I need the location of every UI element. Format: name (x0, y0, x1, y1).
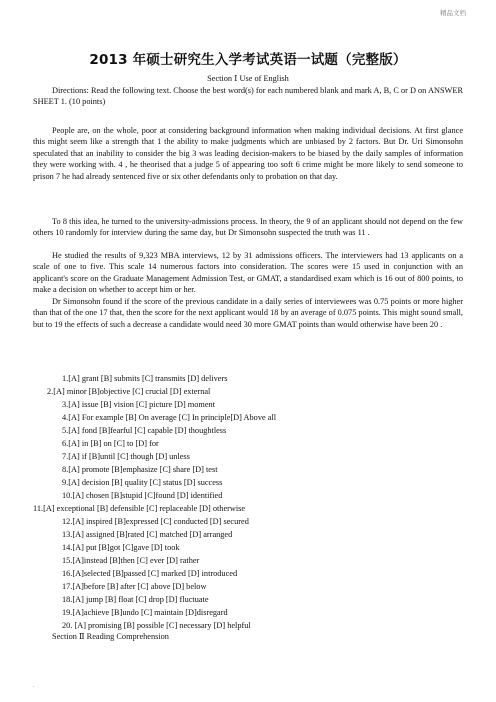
passage-paragraph-4: Dr Simonsohn found if the score of the previous candidate in a daily series of interviewees was 0.75 points or more higher than that of the one 17 that, then the score for the next applicant would 18 by an average of 0.075 points. This might sound small, but to 19 the effects of such a decrease a candidate would need 30 more GMAT points than would otherwise have been 20 . (33, 297, 463, 329)
question-item: 14.[A] put [B]got [C]gave [D] took (62, 543, 180, 552)
question-item: 1.[A] grant [B] submits [C] transmits [D] delivers (62, 374, 228, 383)
question-item: 18.[A] jump [B] float [C] drop [D] fluctuate (62, 595, 209, 604)
question-item: 13.[A] assigned [B]rated [C] matched [D] arranged (62, 530, 233, 539)
question-item: 11.[A] exceptional [B] defensible [C] replaceable [D] otherwise (33, 504, 246, 513)
document-title: 2013 年硕士研究生入学考试英语一试题（完整版） (89, 52, 407, 68)
question-item: 4.[A] For example [B] On average [C] In principle[D] Above all (62, 413, 277, 422)
question-item: 5.[A] fond [B]fearful [C] capable [D] thoughtless (62, 426, 227, 435)
passage-paragraph-1: People are, on the whole, poor at considering background information when making individual decisions. At first glance this might seem like a strength that 1 the ability to make judgments which are unbiased by 2 factors. But Dr. Uri Simonsohn speculated that an inability to consider the big 3 was leading decision-makers to be biased by the daily samples of information they were working with. 4 , he theorised that a judge 5 of appearing too soft 6 crime might be more likely to send someone to prison 7 he had already sentenced five or six other defendants only to probation on that day. (33, 126, 463, 181)
section-heading-reading-comprehension: Section Ⅱ Reading Comprehension (52, 632, 169, 641)
question-item: 20. [A] promising [B] possible [C] necessary [D] helpful (62, 621, 251, 630)
question-item: 16.[A]selected [B]passed [C] marked [D] introduced (62, 569, 238, 578)
passage-paragraph-2: To 8 this idea, he turned to the university-admissions process. In theory, the 9 of an applicant should not depend on the few others 10 randomly for interview during the same day, but Dr Simonsohn suspected the truth was 11 . (33, 217, 463, 238)
question-item: 7.[A] if [B]until [C] though [D] unless (62, 452, 190, 461)
directions-paragraph: Directions: Read the following text. Choose the best word(s) for each numbered blank and mark A, B, C or D on ANSWER SHEET 1. (10 points) (33, 86, 463, 107)
question-item: 12.[A] inspired [B]expressed [C] conducted [D] secured (62, 517, 249, 526)
question-item: 3.[A] issue [B] vision [C] picture [D] moment (62, 400, 216, 409)
footer-mark: . (33, 683, 35, 689)
section-heading-use-of-english: Section Ⅰ Use of English (207, 74, 289, 83)
question-item: 15.[A]instead [B]then [C] ever [D] rather (62, 556, 200, 565)
question-item: 8.[A] promote [B]emphasize [C] share [D] test (62, 465, 218, 474)
question-item: 19.[A]achieve [B]undo [C] maintain [D]disregard (62, 608, 228, 617)
question-item: 2.[A] minor [B]objective [C] crucial [D] external (47, 387, 211, 396)
question-item: 9.[A] decision [B] quality [C] status [D] success (62, 478, 223, 487)
question-item: 17.[A]before [B] after [C] above [D] below (62, 582, 207, 591)
question-item: 6.[A] in [B] on [C] to [D] for (62, 439, 159, 448)
watermark: 精品文档 (440, 9, 466, 17)
question-item: 10.[A] chosen [B]stupid [C]found [D] identified (62, 491, 223, 500)
passage-paragraph-3: He studied the results of 9,323 MBA interviews, 12 by 31 admissions officers. The interviewers had 13 applicants on a scale of one to five. This scale 14 numerous factors into consideration. The scores were 15 used in conjunction with an applicant's score on the Graduate Management Admission Test, or GMAT, a standardised exam which is 16 out of 800 points, to make a decision on whether to accept him or her. (33, 251, 463, 295)
